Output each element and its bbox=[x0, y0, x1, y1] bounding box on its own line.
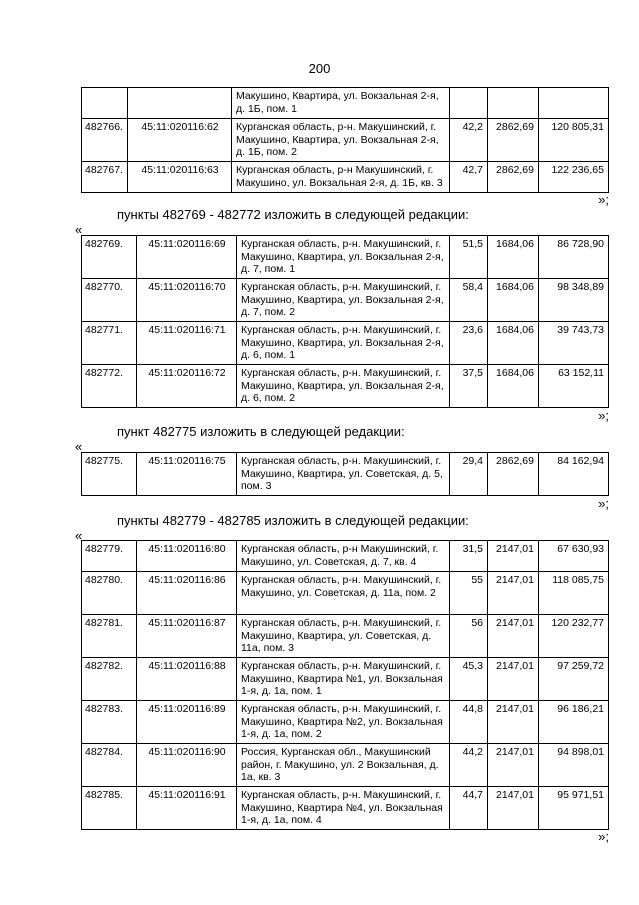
row-number: 482785. bbox=[82, 787, 137, 830]
area: 23,6 bbox=[450, 322, 488, 365]
total: 63 152,11 bbox=[539, 365, 609, 408]
address: Курганская область, р-н. Макушинский, г. Макушино, ул. Советская, д. 11а, пом. 2 bbox=[237, 572, 450, 615]
area: 29,4 bbox=[450, 453, 488, 496]
total: 97 259,72 bbox=[539, 658, 609, 701]
total: 95 971,51 bbox=[539, 787, 609, 830]
row-number bbox=[82, 88, 128, 119]
total: 122 236,65 bbox=[539, 162, 609, 193]
property-table-3 bbox=[81, 452, 609, 496]
table-row bbox=[82, 787, 609, 830]
total: 118 085,75 bbox=[539, 572, 609, 615]
address: Макушино, Квартира, ул. Вокзальная 2-я, д. 1Б, пом. 1 bbox=[232, 88, 450, 119]
table-row bbox=[82, 701, 609, 744]
table-row bbox=[82, 236, 609, 279]
area: 45,3 bbox=[450, 658, 488, 701]
total: 120 805,31 bbox=[539, 119, 609, 162]
area bbox=[450, 88, 488, 119]
total: 67 630,93 bbox=[539, 541, 609, 572]
address: Курганская область, р-н. Макушинский, г. Макушино, Квартира №2, ул. Вокзальная 1-я, д. 1а, пом. 2 bbox=[237, 701, 450, 744]
row-number: 482782. bbox=[82, 658, 137, 701]
cadastral-number: 45:11:020116:80 bbox=[137, 541, 237, 572]
page-number: 200 bbox=[308, 61, 331, 76]
table-row bbox=[82, 658, 609, 701]
address: Россия, Курганская обл., Макушинский район, г. Макушино, ул. 2 Вокзальная, д. 1а, кв. 3 bbox=[237, 744, 450, 787]
total: 96 186,21 bbox=[539, 701, 609, 744]
table-row bbox=[82, 162, 609, 193]
table-row bbox=[82, 88, 609, 119]
total: 39 743,73 bbox=[539, 322, 609, 365]
area: 51,5 bbox=[450, 236, 488, 279]
amendment-paragraph: пункты 482779 - 482785 изложить в следующей редакции: bbox=[117, 513, 469, 528]
property-table-1 bbox=[81, 87, 609, 193]
address: Курганская область, р-н. Макушинский, г. Макушино, Квартира, ул. Вокзальная 2-я, д. 7, пом. 2 bbox=[237, 279, 450, 322]
address: Курганская область, р-н. Макушинский, г. Макушино, Квартира, ул. Вокзальная 2-я, д. 1Б, пом. 2 bbox=[232, 119, 450, 162]
price: 2147,01 bbox=[488, 572, 539, 615]
opening-quote: « bbox=[75, 439, 83, 454]
price: 2862,69 bbox=[488, 453, 539, 496]
area: 42,2 bbox=[450, 119, 488, 162]
row-number: 482772. bbox=[82, 365, 137, 408]
area: 42,7 bbox=[450, 162, 488, 193]
address: Курганская область, р-н. Макушинский, г. Макушино, Квартира, ул. Советская, д. 5, пом. 3 bbox=[237, 453, 450, 496]
table-row bbox=[82, 119, 609, 162]
table-row bbox=[82, 615, 609, 658]
opening-quote: « bbox=[75, 222, 83, 237]
cadastral-number: 45:11:020116:90 bbox=[137, 744, 237, 787]
address: Курганская область, р-н Макушинский, г. Макушино, ул. Советская, д. 7, кв. 4 bbox=[237, 541, 450, 572]
row-number: 482767. bbox=[82, 162, 128, 193]
amendment-paragraph: пункт 482775 изложить в следующей редакции: bbox=[117, 424, 405, 439]
address: Курганская область, р-н. Макушинский, г. Макушино, Квартира, ул. Советская, д. 11а, пом. 3 bbox=[237, 615, 450, 658]
price: 2862,69 bbox=[488, 162, 539, 193]
row-number: 482771. bbox=[82, 322, 137, 365]
area: 37,5 bbox=[450, 365, 488, 408]
cadastral-number: 45:11:020116:87 bbox=[137, 615, 237, 658]
cadastral-number: 45:11:020116:75 bbox=[137, 453, 237, 496]
total: 120 232,77 bbox=[539, 615, 609, 658]
table-row bbox=[82, 365, 609, 408]
price bbox=[488, 88, 539, 119]
price: 1684,06 bbox=[488, 279, 539, 322]
area: 56 bbox=[450, 615, 488, 658]
cadastral-number: 45:11:020116:70 bbox=[137, 279, 237, 322]
closing-quote: »; bbox=[598, 192, 609, 207]
cadastral-number: 45:11:020116:69 bbox=[137, 236, 237, 279]
address: Курганская область, р-н. Макушинский, г. Макушино, Квартира, ул. Вокзальная 2-я, д. 6, пом. 2 bbox=[237, 365, 450, 408]
area: 58,4 bbox=[450, 279, 488, 322]
table-row bbox=[82, 279, 609, 322]
cadastral-number: 45:11:020116:62 bbox=[128, 119, 232, 162]
closing-quote: »; bbox=[598, 829, 609, 844]
cadastral-number: 45:11:020116:88 bbox=[137, 658, 237, 701]
row-number: 482780. bbox=[82, 572, 137, 615]
address: Курганская область, р-н Макушинский, г. Макушино, ул. Вокзальная 2-я, д. 1Б, кв. 3 bbox=[232, 162, 450, 193]
table-row bbox=[82, 453, 609, 496]
address: Курганская область, р-н. Макушинский, г. Макушино, Квартира №4, ул. Вокзальная 1-я, д. 1а, пом. 4 bbox=[237, 787, 450, 830]
cadastral-number: 45:11:020116:86 bbox=[137, 572, 237, 615]
total: 86 728,90 bbox=[539, 236, 609, 279]
property-table-4 bbox=[81, 540, 609, 830]
table-row bbox=[82, 744, 609, 787]
row-number: 482770. bbox=[82, 279, 137, 322]
area: 44,8 bbox=[450, 701, 488, 744]
table-row bbox=[82, 572, 609, 615]
price: 2147,01 bbox=[488, 701, 539, 744]
price: 2862,69 bbox=[488, 119, 539, 162]
price: 1684,06 bbox=[488, 365, 539, 408]
cadastral-number: 45:11:020116:63 bbox=[128, 162, 232, 193]
property-table-2 bbox=[81, 235, 609, 408]
opening-quote: « bbox=[75, 528, 83, 543]
total bbox=[539, 88, 609, 119]
table-row bbox=[82, 541, 609, 572]
cadastral-number bbox=[128, 88, 232, 119]
address: Курганская область, р-н. Макушинский, г. Макушино, Квартира, ул. Вокзальная 2-я, д. 6, пом. 1 bbox=[237, 322, 450, 365]
cadastral-number: 45:11:020116:89 bbox=[137, 701, 237, 744]
row-number: 482784. bbox=[82, 744, 137, 787]
area: 44,7 bbox=[450, 787, 488, 830]
closing-quote: »; bbox=[598, 408, 609, 423]
total: 94 898,01 bbox=[539, 744, 609, 787]
row-number: 482766. bbox=[82, 119, 128, 162]
price: 2147,01 bbox=[488, 615, 539, 658]
address: Курганская область, р-н. Макушинский, г. Макушино, Квартира №1, ул. Вокзальная 1-я, д. 1а, пом. 1 bbox=[237, 658, 450, 701]
price: 2147,01 bbox=[488, 658, 539, 701]
area: 55 bbox=[450, 572, 488, 615]
price: 2147,01 bbox=[488, 787, 539, 830]
row-number: 482783. bbox=[82, 701, 137, 744]
cadastral-number: 45:11:020116:91 bbox=[137, 787, 237, 830]
row-number: 482775. bbox=[82, 453, 137, 496]
area: 31,5 bbox=[450, 541, 488, 572]
total: 98 348,89 bbox=[539, 279, 609, 322]
closing-quote: »; bbox=[598, 496, 609, 511]
address: Курганская область, р-н. Макушинский, г. Макушино, Квартира, ул. Вокзальная 2-я, д. 7, пом. 1 bbox=[237, 236, 450, 279]
cadastral-number: 45:11:020116:71 bbox=[137, 322, 237, 365]
area: 44,2 bbox=[450, 744, 488, 787]
table-row bbox=[82, 322, 609, 365]
row-number: 482779. bbox=[82, 541, 137, 572]
amendment-paragraph: пункты 482769 - 482772 изложить в следующей редакции: bbox=[117, 207, 469, 222]
price: 1684,06 bbox=[488, 236, 539, 279]
row-number: 482769. bbox=[82, 236, 137, 279]
cadastral-number: 45:11:020116:72 bbox=[137, 365, 237, 408]
price: 1684,06 bbox=[488, 322, 539, 365]
price: 2147,01 bbox=[488, 541, 539, 572]
total: 84 162,94 bbox=[539, 453, 609, 496]
row-number: 482781. bbox=[82, 615, 137, 658]
price: 2147,01 bbox=[488, 744, 539, 787]
